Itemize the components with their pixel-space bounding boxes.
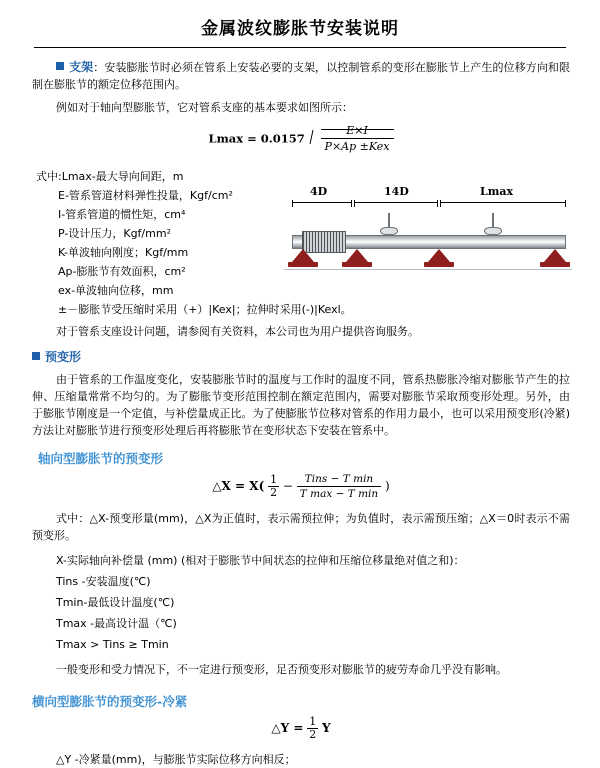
page-title: 金属波纹膨胀节安装说明	[201, 19, 399, 39]
bracket-example-paragraph: 例如对于轴向型膨胀节，它对管系支座的基本要求如图所示：	[56, 101, 353, 114]
hanger-icon	[380, 213, 398, 235]
axial-variable-item: X-实际轴向补偿量 (mm) (相对于膨胀节中间状态的拉伸和压缩位移量绝对值之和)：	[56, 554, 465, 567]
definition-item: 式中:Lmax-最大导向间距，m	[36, 170, 184, 183]
lmax-formula-lhs: Lmax = 0.0157	[208, 131, 305, 146]
axial-note: 式中：△X-预变形量(mm)，△X为正值时，表示需预拉伸；为负值时，表示需预压缩；△X＝0时表示不需预变形。	[32, 512, 570, 542]
lmax-formula-inner	[209, 124, 394, 153]
axial-formula-rhs: )	[385, 479, 390, 493]
dimension-row	[284, 185, 572, 211]
support-triangle	[544, 249, 566, 262]
consulting-paragraph: 对于管系支座设计问题，请参阅有关资料，本公司也为用户提供咨询服务。	[56, 325, 419, 338]
support-base	[288, 262, 318, 267]
lateral-half-denominator: 2	[309, 728, 317, 741]
blue-square-bullet-icon	[32, 352, 40, 360]
axial-variable-item: Tmax -最高设计温（℃)	[56, 617, 177, 630]
dimension-label-14d: 14D	[384, 185, 409, 198]
blue-square-bullet-icon	[56, 62, 64, 70]
bracket-heading-paragraph	[32, 58, 570, 93]
definition-item: E-管系管道材料弹性投量，Kgf/cm²	[58, 189, 233, 202]
dimension-line-14d	[354, 202, 438, 203]
lateral-formula	[32, 716, 570, 741]
diagram-column	[282, 163, 572, 295]
lateral-formula-lhs: △Y =	[271, 721, 304, 735]
axial-fraction-numerator: Tins − T min	[297, 473, 381, 487]
lateral-half-numerator: 1	[309, 715, 317, 728]
bracket-heading: 支架	[69, 60, 94, 74]
bracket-heading-text: ：安装膨胀节时必须在管系上安装必要的支架，以控制管系的变形在膨胀节上产生的位移方向和限制在膨胀节的额定位移范围内。	[32, 61, 570, 91]
document-body	[0, 58, 600, 768]
support-base	[424, 262, 454, 267]
support-icon	[540, 249, 570, 269]
definition-item: Ap-膨胀节有效面积，cm²	[58, 265, 186, 278]
lateral-formula-half	[307, 716, 318, 741]
pipe-assembly	[284, 213, 572, 291]
support-icon	[342, 249, 372, 269]
predeform-paragraph: 由于管系的工作温度变化，安装膨胀节时的温度与工作时的温度不同，管系热膨胀冷缩对膨胀节产生的拉伸、压缩量常常不均匀的。为了膨胀节变形范围控制在额定范围内，需要对膨胀节采取预变形处理。另外，由于膨胀节刚度是一个定值，与补偿量成正比。为了使膨胀节位移对管系的作用力最小，也可以采用预变形(冷紧)方法让对膨胀节进行预变形处理后再将膨胀节在变形状态下安装在管系中。	[32, 373, 570, 437]
axial-variable-list	[56, 550, 570, 655]
hanger-clamp	[380, 227, 398, 235]
lateral-formula-rhs: Y	[322, 721, 331, 735]
definition-item: P-设计压力，Kgf/mm²	[58, 227, 171, 240]
definition-item: I-管系管道的惯性矩，cm⁴	[58, 208, 186, 221]
dimension-label-lmax: Lmax	[480, 185, 514, 198]
lmax-fraction-denominator: P×Ap ±Kex	[324, 140, 390, 153]
title-divider	[34, 47, 566, 48]
lateral-note: △Y -冷紧量(mm)，与膨胀节实际位移方向相反；	[56, 753, 296, 766]
support-icon	[424, 249, 454, 269]
support-triangle	[346, 249, 368, 262]
axial-formula	[32, 473, 570, 500]
document-page	[0, 14, 600, 766]
definitions-and-diagram	[32, 163, 570, 319]
axial-half-numerator: 1	[270, 473, 278, 486]
axial-fraction-denominator: T max − T min	[299, 488, 379, 500]
axial-predeform-heading: 轴向型膨胀节的预变形	[38, 451, 164, 466]
ground-line	[284, 269, 572, 270]
axial-variable-item: Tins -安装温度(℃)	[56, 575, 151, 588]
axial-tail-paragraph: 一般变形和受力情况下，不一定进行预变形，足否预变形对膨胀节的疲劳寿命几乎没有影响。	[56, 663, 507, 676]
axial-variable-item: Tmax > Tins ≥ Tmin	[56, 638, 169, 651]
lateral-predeform-heading: 横向型膨胀节的预变形-冷紧	[32, 694, 188, 709]
support-base	[540, 262, 570, 267]
hanger-icon	[484, 213, 502, 235]
dimension-label-4d: 4D	[310, 185, 328, 198]
definition-item: K-单波轴向刚度；Kgf/mm	[58, 246, 189, 259]
predeform-heading: 预变形	[45, 350, 82, 364]
lmax-fraction-numerator: E×I	[321, 124, 394, 139]
support-triangle	[292, 249, 314, 262]
lmax-formula	[32, 124, 570, 153]
support-base	[342, 262, 372, 267]
square-root-icon	[309, 124, 394, 153]
dimension-line-lmax	[440, 202, 566, 203]
axial-formula-minus: −	[282, 479, 293, 493]
axial-formula-lhs: △X = X(	[212, 479, 265, 493]
definition-item: ±－膨胀节受压缩时采用（+）|Kex|；拉伸时采用(-)|Kexl。	[58, 303, 352, 316]
hanger-clamp	[484, 227, 502, 235]
axial-formula-fraction	[297, 473, 381, 500]
dimension-line-4d	[292, 202, 352, 203]
support-triangle	[428, 249, 450, 262]
predeform-heading-row	[32, 348, 570, 366]
axial-formula-half	[268, 474, 279, 499]
definition-item: ex-单波轴向位移，mm	[58, 284, 174, 297]
support-icon	[288, 249, 318, 269]
radical-bar	[321, 124, 394, 153]
axial-half-denominator: 2	[270, 486, 278, 499]
expansion-joint-diagram	[284, 185, 572, 295]
axial-variable-item: Tmin-最低设计温度(℃)	[56, 596, 175, 609]
lmax-fraction	[321, 124, 394, 153]
